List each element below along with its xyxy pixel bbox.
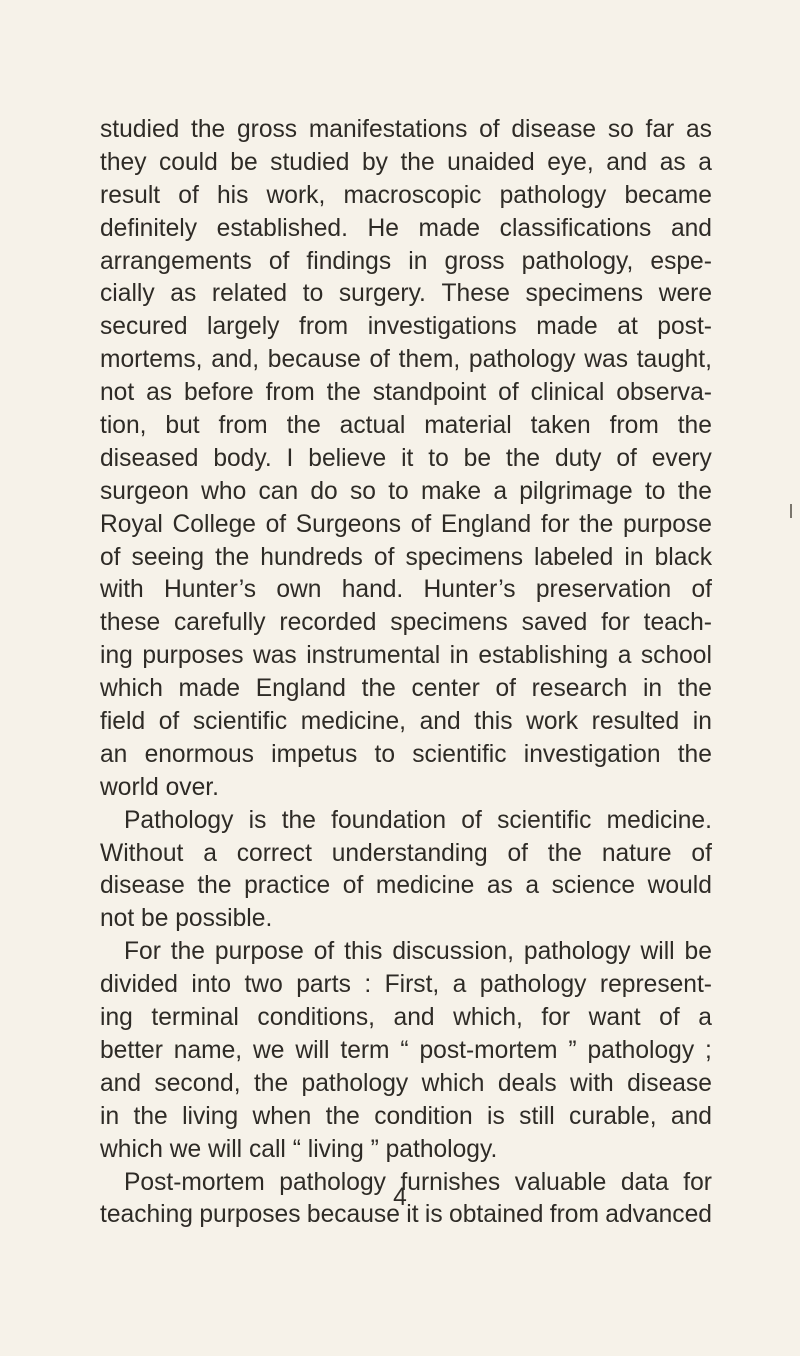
text-line: Royal College of Surgeons of England for the purpose	[100, 510, 712, 538]
text-line: Pathology is the foundation of scientific medicine.	[124, 806, 712, 834]
text-line: divided into two parts : First, a pathology represent-	[100, 971, 712, 999]
text-line: ing purposes was instrumental in establishing a school	[100, 642, 712, 670]
text-line: with Hunter’s own hand. Hunter’s preservation of	[100, 576, 712, 604]
text-line: Post-mortem pathology furnishes valuable data for	[124, 1168, 712, 1196]
text-line: Without a correct understanding of the nature of	[100, 839, 712, 867]
text-line: of seeing the hundreds of specimens labeled in black	[100, 543, 712, 571]
text-line: studied the gross manifestations of disease so far as	[100, 116, 712, 143]
page-number: 4	[393, 1184, 407, 1211]
text-line: which we will call “ living ” pathology.	[100, 1135, 498, 1163]
text-line: these carefully recorded specimens saved for teach-	[100, 609, 712, 637]
text-line: teaching purposes because it is obtained from advanced	[100, 1201, 712, 1229]
text-line: an enormous impetus to scientific investigation the	[100, 740, 712, 768]
text-line: secured largely from investigations made at post-	[100, 313, 712, 341]
text-line: which made England the center of research in the	[100, 675, 712, 703]
text-line: arrangements of findings in gross pathology, espe-	[100, 247, 712, 275]
text-line: mortems, and, because of them, pathology was taught,	[100, 346, 712, 374]
text-line: disease the practice of medicine as a science would	[100, 872, 712, 900]
text-line: tion, but from the actual material taken from the	[100, 412, 712, 440]
text-line: not as before from the standpoint of clinical observa-	[100, 379, 712, 407]
text-line: ing terminal conditions, and which, for want of a	[100, 1004, 712, 1032]
text-line: world over.	[100, 773, 219, 801]
paragraph	[100, 936, 712, 1166]
body-text	[100, 114, 712, 1232]
paragraph	[100, 114, 712, 805]
text-line: better name, we will term “ post-mortem ” pathology ;	[100, 1036, 712, 1064]
text-line: and second, the pathology which deals with disease	[100, 1069, 712, 1097]
paragraph	[100, 805, 712, 937]
text-line: field of scientific medicine, and this work resulted in	[100, 708, 712, 736]
text-line: diseased body. I believe it to be the duty of every	[100, 444, 712, 472]
text-line: not be possible.	[100, 905, 273, 933]
text-line: cially as related to surgery. These specimens were	[100, 280, 712, 308]
text-line: they could be studied by the unaided eye, and as a	[100, 148, 712, 176]
text-line: For the purpose of this discussion, pathology will be	[124, 938, 712, 966]
paper-speck	[790, 504, 792, 518]
text-line: in the living when the condition is still curable, and	[100, 1102, 712, 1130]
text-line: result of his work, macroscopic pathology became	[100, 181, 712, 209]
text-line: definitely established. He made classifications and	[100, 214, 712, 242]
text-line: surgeon who can do so to make a pilgrimage to the	[100, 477, 712, 505]
